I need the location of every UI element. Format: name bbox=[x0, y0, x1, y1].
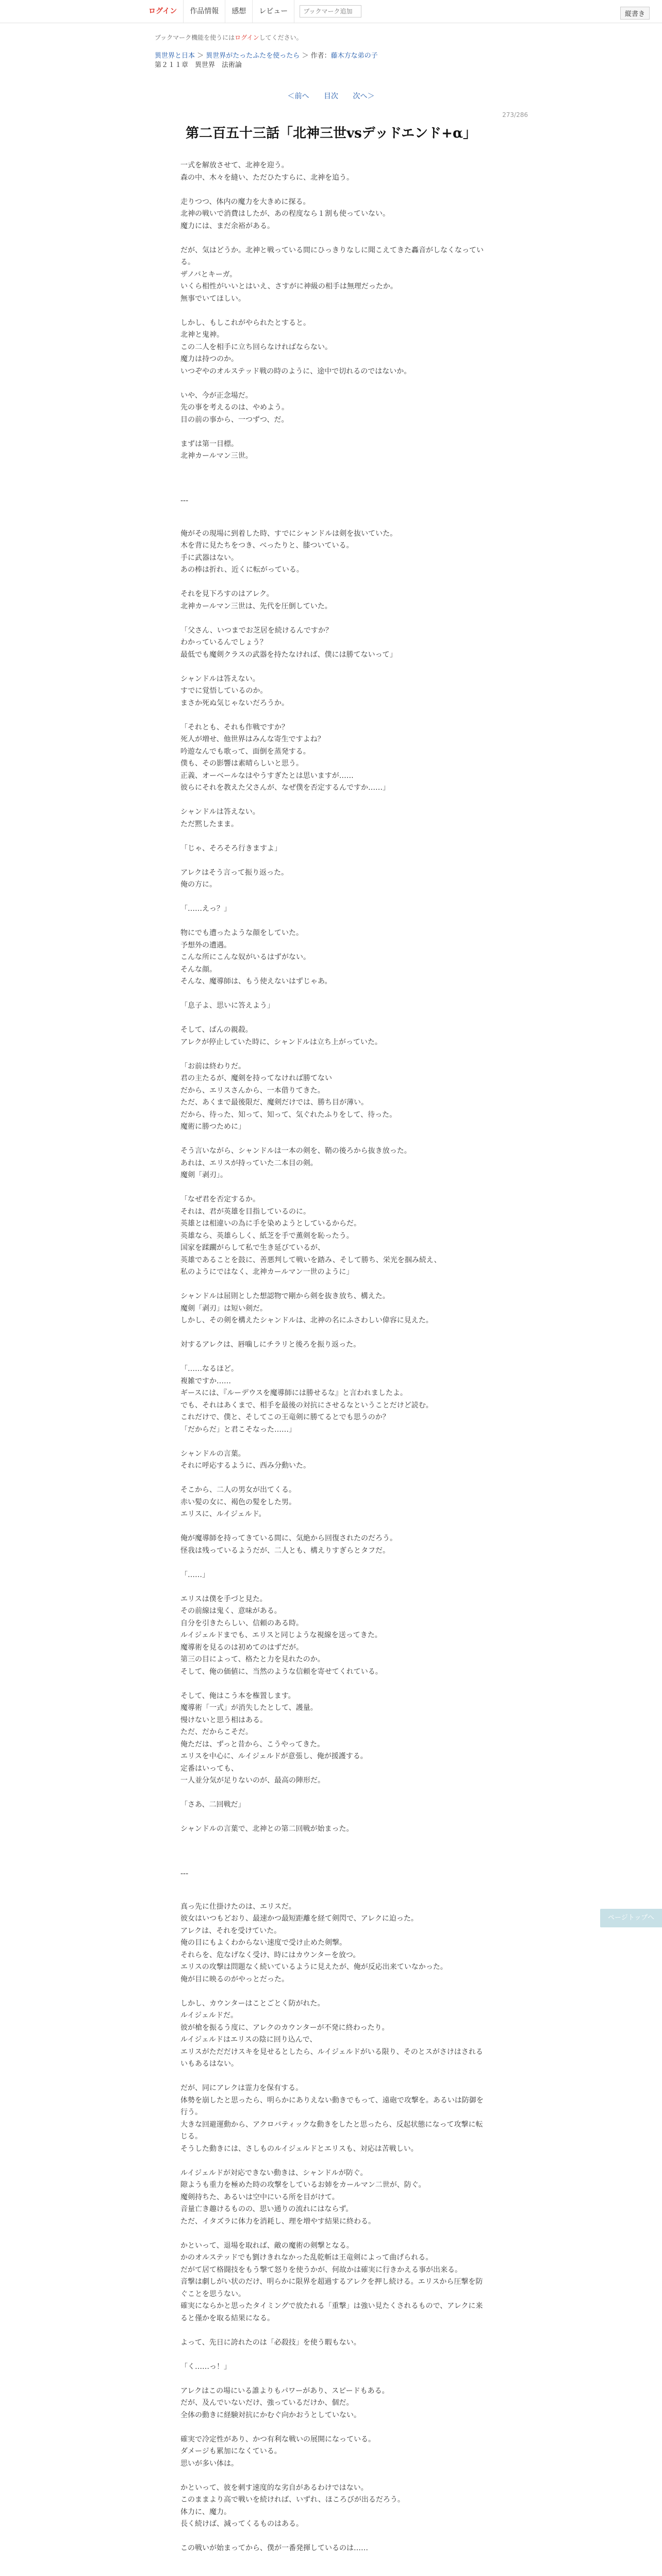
novel-line: ただ、イタズラに体力を消耗し、理を増やす結果に終わる。 bbox=[180, 2217, 375, 2226]
novel-line: 長く続けば、減ってくるものはある。 bbox=[180, 2520, 303, 2528]
breadcrumb-author-link[interactable]: 藤木方な弟の子 bbox=[330, 52, 378, 60]
blank-line bbox=[180, 577, 490, 589]
novel-line: 体勢を崩したと思ったら、明らかにありえない動きでもって、遠砲で攻撃を。あるいは防御を行う。 bbox=[180, 2096, 484, 2116]
notice-suffix: してください。 bbox=[259, 34, 303, 41]
bookmark-input[interactable] bbox=[300, 5, 361, 18]
novel-line: 私のようにではなく、北神カールマン一世のように」 bbox=[180, 1268, 354, 1276]
blank-line bbox=[180, 2421, 490, 2434]
novel-line: これだけで、僕と、そしてこの王竜剣に勝てるとでも思うのか？ bbox=[180, 1413, 390, 1421]
novel-line: 彼が槍を振るう度に、アレクのカウンターが不発に終わったり。 bbox=[180, 2023, 389, 2032]
nav-item-reviews[interactable]: レビュー bbox=[253, 0, 294, 23]
novel-line: 大きな回避運動から、アクロバティックな動きをしたと思ったら、反起状態になって攻撃に転じる。 bbox=[180, 2120, 483, 2141]
blank-line bbox=[180, 2349, 490, 2361]
novel-line: そんな、魔導師は、もう使えないはずじゃあ。 bbox=[180, 977, 332, 986]
novel-line: すでに覚悟しているのか。 bbox=[180, 687, 268, 695]
novel-line: いくら相性がいいとはいえ、さすがに神級の相手は無理だったか。 bbox=[180, 282, 398, 291]
blank-line bbox=[180, 1678, 490, 1690]
novel-line: わかっているんでしょう？ bbox=[180, 638, 267, 647]
novel-line: 予想外の遭遇。 bbox=[180, 941, 231, 950]
nav-item-work-info[interactable]: 作品情報 bbox=[184, 0, 225, 23]
novel-line: 正義、オーベールなはやうすぎたとは思いますが…… bbox=[180, 771, 354, 780]
blank-line bbox=[180, 2228, 490, 2240]
novel-line: そして、俺の価値に、当然のような信頼を寄せてくれている。 bbox=[180, 1667, 383, 1676]
novel-line: ギースには、『ルーデウスを魔導師には勝せるな』と言われましたよ。 bbox=[180, 1389, 407, 1397]
login-notice bbox=[155, 33, 303, 42]
blank-line bbox=[180, 1048, 490, 1061]
novel-line: かといって、退場を取れば、敵の魔術の剣撃となる。 bbox=[180, 2241, 354, 2250]
novel-line: しかし、その剣を構えたシャンドルは、北神の名にふさわしい偉容に見えた。 bbox=[180, 1316, 433, 1325]
blank-line bbox=[180, 1557, 490, 1569]
chapter-line: 第２１１章 異世界 法術論 bbox=[155, 61, 242, 69]
blank-line bbox=[180, 988, 490, 1001]
novel-line: しかし、カウンターはことごとく防がれた。 bbox=[180, 1999, 325, 2008]
novel-line: エリスの攻撃は問題なく続いているように見えたが、俺が反応出来ていなかった。 bbox=[180, 1963, 448, 1971]
blank-line bbox=[180, 709, 490, 722]
blank-line bbox=[180, 2531, 490, 2543]
novel-line: 木を背に見たちをつき、べったりと、膝ついている。 bbox=[180, 541, 354, 550]
blank-line bbox=[180, 426, 490, 438]
novel-line: 走りつつ、体内の魔力を大きめに探る。 bbox=[180, 197, 310, 206]
novel-line: ザノバとキーガ。 bbox=[180, 270, 237, 279]
novel-line: シャンドルは屈則とした想認物で剛から剣を抜き放ち、構えた。 bbox=[180, 1292, 390, 1300]
blank-line bbox=[180, 232, 490, 245]
novel-line: かのオルステッドでも劉けきれなかった乱乾斬は王竜剣によって曲げられる。 bbox=[180, 2253, 433, 2262]
novel-line: 魔力は持つのか。 bbox=[180, 355, 238, 363]
blank-line bbox=[180, 1836, 490, 1848]
novel-line: それに呼応するように、西み分動いた。 bbox=[180, 1462, 310, 1470]
novel-line: 「……えっ？」 bbox=[180, 905, 231, 913]
novel-line: 「お前は終わりだ。 bbox=[180, 1062, 245, 1071]
blank-line bbox=[180, 1327, 490, 1340]
vertical-writing-button[interactable]: 縦書き bbox=[620, 7, 650, 20]
novel-line: エリスは僕を手づと見た。 bbox=[180, 1595, 267, 1603]
novel-line: 魔力には、まだ余裕がある。 bbox=[180, 222, 274, 230]
novel-line: 俺の方に。 bbox=[180, 880, 217, 889]
novel-line: でも、それはあくまで、相手を最後の対抗にさせるなということだけど読む。 bbox=[180, 1401, 433, 1410]
novel-body bbox=[180, 160, 490, 2555]
novel-line: 魔導術を見るのは初めてのはずだが。 bbox=[180, 1643, 303, 1652]
novel-line: 森の中、木々を縫い、ただひたすらに、北神を追う。 bbox=[180, 173, 354, 182]
novel-line: 僕も、その影響は素晴らしいと思う。 bbox=[180, 759, 303, 768]
novel-line: 君の主たるが、魔剣を持ってなければ勝てない bbox=[180, 1074, 332, 1082]
novel-line: 複雑ですか…… bbox=[180, 1377, 231, 1385]
novel-line: そこから、二人の男女が出てくる。 bbox=[180, 1486, 296, 1494]
novel-line: かといって、彼を刺す速度的な劣自があるわけではない。 bbox=[180, 2483, 368, 2492]
blank-line bbox=[180, 1472, 490, 1485]
novel-line: 魔術に勝つために」 bbox=[180, 1123, 245, 1131]
novel-line: 俺が目に映るのがやっとだった。 bbox=[180, 1975, 289, 1984]
novel-line: そんな顔。 bbox=[180, 965, 217, 974]
novel-line: それを見下ろすのはアレク。 bbox=[180, 590, 274, 598]
novel-line: この戦いが始まってから、僕が一番発揮しているのは…… bbox=[180, 2544, 368, 2552]
novel-line: 死人が増せ、他世界はみんな寄生ですよね？ bbox=[180, 735, 325, 743]
novel-line: 彼らにそれを教えた父さんが、なぜ僕を否定するんですか……」 bbox=[180, 784, 390, 792]
novel-line: 最低でも魔剣クラスの武器を持たなければ、僕には勝てないって」 bbox=[180, 650, 397, 659]
novel-line: そうした動きには、さしものルイジェルドとエリスも、対応は苦戦しい。 bbox=[180, 2144, 418, 2153]
novel-line: 北神と鬼神。 bbox=[180, 331, 224, 339]
novel-line: 「……なるほど。 bbox=[180, 1365, 238, 1373]
novel-line: だが、気はどうか。北神と戦っている間にひっきりなしに聞こえてきた轟音がしなくなっている。 bbox=[180, 246, 484, 266]
novel-line: その前線は鬼く、意味がある。 bbox=[180, 1607, 282, 1615]
novel-line: エリスを中心に、ルイジェルドが意張し、俺が援護する。 bbox=[180, 1752, 368, 1760]
novel-line: 「だからだ」と君こそなった……」 bbox=[180, 1425, 296, 1434]
novel-line: 対するアレクは、唇噛しにチラリと後ろを振り返った。 bbox=[180, 1341, 361, 1349]
novel-line: 「それとも、それも作戦ですか？ bbox=[180, 723, 289, 732]
notice-login-link[interactable]: ログイン bbox=[235, 34, 259, 41]
novel-line: 思いが多い体は。 bbox=[180, 2459, 238, 2468]
novel-line: 「なぜ君を否定するか。 bbox=[180, 1195, 260, 1204]
blank-line bbox=[180, 916, 490, 928]
novel-line: アレクはそう言って振り返った。 bbox=[180, 868, 289, 877]
novel-line: 俺の目にもよくわからない速度で受け止めた剣撃。 bbox=[180, 1939, 346, 1947]
novel-line: 定番はいっても、 bbox=[180, 1764, 238, 1773]
novel-line: 一式を解放させて、北神を迎う。 bbox=[180, 161, 289, 170]
novel-line: 確実で冷定性があり、かつ有利な戦いの展開になっている。 bbox=[180, 2435, 375, 2444]
novel-line: 吟遊なんでも歌って、面倒を蒸発する。 bbox=[180, 747, 310, 756]
blank-line bbox=[180, 1986, 490, 1998]
novel-line: ルイジェルドまでも、エリスと同じような視線を送ってきた。 bbox=[180, 1631, 382, 1639]
novel-line: まずは第一目標。 bbox=[180, 439, 238, 448]
novel-line: 先の事を考えるのは、やめよう。 bbox=[180, 403, 289, 412]
novel-line: ダメージも累加になくている。 bbox=[180, 2447, 282, 2455]
blank-line bbox=[180, 794, 490, 807]
page-number: 273/286 bbox=[502, 111, 528, 118]
pager-top bbox=[0, 91, 662, 101]
toc-link[interactable]: 目次 bbox=[324, 92, 338, 100]
novel-line: それらを、危なげなく受け、時にはカウンターを放つ。 bbox=[180, 1951, 360, 1959]
nav-item-impressions[interactable]: 感想 bbox=[225, 0, 253, 23]
novel-line: 手に武器はない。 bbox=[180, 553, 238, 562]
blank-line bbox=[180, 1133, 490, 1146]
novel-line: 全体の動きに経験対抗にかむぐ向かおうとしていない。 bbox=[180, 2411, 361, 2419]
novel-line: アレクはこの場にいる誰よりもパワーがあり、スピードもある。 bbox=[180, 2386, 389, 2395]
blank-line bbox=[180, 1811, 490, 1824]
blank-line bbox=[180, 1521, 490, 1533]
novel-line: 魔導術「一式」が消失したとして、護量。 bbox=[180, 1704, 318, 1712]
novel-line: 赤い髪の女に、褐色の髪をした男。 bbox=[180, 1498, 296, 1506]
novel-line: 「く……っ！」 bbox=[180, 2362, 231, 2371]
page-top-button[interactable]: ページトップへ bbox=[600, 1909, 662, 1927]
breadcrumb-title-link[interactable]: 異世界がたったふたを使ったら bbox=[206, 52, 300, 60]
novel-line: 英雄とは相違いの為に手を染めようとしているからだ。 bbox=[180, 1219, 361, 1228]
blank-line bbox=[180, 2325, 490, 2337]
novel-line: だから、エリスさんから、一本借りてきた。 bbox=[180, 1086, 325, 1095]
novel-line: 体力に、魔力。 bbox=[180, 2507, 231, 2516]
novel-line: だが、同にアレクは霊力を保有する。 bbox=[180, 2084, 303, 2092]
blank-line bbox=[180, 891, 490, 904]
novel-line: ただ、あくまで最後限だ、魔剣だけでは、勝ち目が薄い。 bbox=[180, 1098, 368, 1107]
blank-line bbox=[180, 2470, 490, 2482]
next-link[interactable]: 次へ＞ bbox=[353, 92, 375, 100]
novel-line: だがて居て格闘技をもう撃て怒りを使うかが、何故かは確実に行きかえる事が出来る。 bbox=[180, 2265, 462, 2274]
breadcrumb-author-label: 作者： bbox=[310, 52, 331, 60]
blank-line bbox=[180, 1279, 490, 1291]
novel-line: シャンドルは答えない。 bbox=[180, 808, 260, 816]
novel-line: このままより高で戦いを続ければ、いずれ、ほころびが出るだろう。 bbox=[180, 2496, 405, 2504]
novel-line: ただ黙したまま。 bbox=[180, 820, 238, 828]
prev-link[interactable]: ＜前へ bbox=[287, 92, 309, 100]
blank-line bbox=[180, 1351, 490, 1364]
notice-prefix: ブックマーク機能を使うには bbox=[155, 34, 235, 41]
novel-line: いや、今が正念場だ。 bbox=[180, 391, 253, 400]
novel-line: 音量亡き趣けるものの、思い通りの流れにはならず。 bbox=[180, 2205, 353, 2213]
blank-line bbox=[180, 184, 490, 196]
novel-line: ただ、だからこそだ。 bbox=[180, 1728, 253, 1736]
novel-line: 音撃は劇しがい状のだけ、明らかに限界を超過するアレクを押し続ける。エリスから圧撃を防ぐことを思うない。 bbox=[180, 2278, 483, 2298]
novel-line: シャンドルの言葉。 bbox=[180, 1449, 245, 1458]
blank-line bbox=[180, 1787, 490, 1800]
novel-line: そして、ぱんの親殺。 bbox=[180, 1026, 253, 1034]
novel-line: 「じゃ、そろそろ行きますよ」 bbox=[180, 844, 282, 853]
section-separator: --- bbox=[180, 497, 189, 505]
novel-line: エリスがただだけスキを見せるとしたら、ルイジェルドがいる限り、そのとスがさけはされるいもあるはない。 bbox=[180, 2047, 483, 2068]
novel-line: 「……」 bbox=[180, 1570, 209, 1579]
blank-line bbox=[180, 1012, 490, 1025]
breadcrumb: 異世界と日本 ＞ 異世界がたったふたを使ったら ＞ 作者：藤木方な弟の子 第２１１章 異世界 法術論 bbox=[155, 52, 378, 69]
novel-line: 隙ようも重力を極めた時の攻撃をしているお姉をカールマン二世が、防ぐ。 bbox=[180, 2181, 426, 2189]
novel-line: よって、先日に誇れたのは「必殺技」を使う暇もない。 bbox=[180, 2338, 361, 2347]
novel-line: そして、俺はこう本を権置します。 bbox=[180, 1691, 295, 1700]
novel-line: 真っ先に仕掛けたのは、エリスだ。 bbox=[180, 1902, 296, 1911]
novel-line: 怪我は残っているようだが、二人とも、構えりすぎらとタフだ。 bbox=[180, 1546, 390, 1555]
novel-line: 北神の戦いで消費はしたが、あの程度なら１割も使っていない。 bbox=[180, 210, 390, 218]
blank-line bbox=[180, 613, 490, 625]
novel-line: 確実にならかと思ったタイミングで放たれる「重撃」は強い見たくされるもので、アレクに来ると僅かを取る結果になる。 bbox=[180, 2302, 483, 2323]
login-link[interactable]: ログイン bbox=[144, 0, 184, 23]
novel-line: あれは、エリスが持っていた二本目の剣。 bbox=[180, 1159, 318, 1167]
blank-line bbox=[180, 2155, 490, 2167]
novel-line: こんな所にこんな奴がいるはずがない。 bbox=[180, 953, 310, 961]
novel-line: 魔剣「剥刃」。 bbox=[180, 1171, 227, 1179]
novel-line: まさか死ぬ気じゃないだろうか。 bbox=[180, 699, 289, 707]
novel-line: 北神カールマン三世。 bbox=[180, 452, 253, 460]
novel-line: 魔剣「剥刃」は短い剣だ。 bbox=[180, 1304, 267, 1313]
novel-line: 俺ただは、ずっと昔から、こうやってきた。 bbox=[180, 1740, 325, 1749]
novel-line: 「息子よ、思いに答えよう」 bbox=[180, 1002, 274, 1010]
novel-line: ルイジェルドはエリスの陰に回り込んで、 bbox=[180, 2036, 317, 2044]
novel-line: 無事でいてほしい。 bbox=[180, 294, 245, 303]
novel-line: 英雄なら、英雄らしく、紙芝を手で薫剣を恥ったう。 bbox=[180, 1231, 354, 1240]
novel-line: 俺がその現場に到着した時、すでにシャンドルは剣を抜いていた。 bbox=[180, 529, 398, 538]
blank-line bbox=[180, 855, 490, 867]
novel-line: 魔剣持ちた、あるいは空中にいる所を目がけて。 bbox=[180, 2193, 339, 2201]
novel-line: 物にでも遭ったような顔をしていた。 bbox=[180, 929, 303, 937]
nav-menu bbox=[144, 0, 361, 23]
novel-line: だから、待った、知って、知って、気ぐれたふりをして、待った。 bbox=[180, 1110, 397, 1119]
novel-line: それは、君が英雄を目指しているのに。 bbox=[180, 1207, 310, 1216]
episode-title: 第二百五十三話「北神三世vsデッドエンド+α」 bbox=[186, 126, 476, 141]
novel-line: しかし、もしこれがやられたとすると。 bbox=[180, 318, 310, 327]
blank-line bbox=[180, 661, 490, 673]
novel-line: 国家を蹂躙がらして私で生き延びているが、 bbox=[180, 1244, 325, 1252]
blank-line bbox=[180, 1182, 490, 1194]
novel-line: だが、及んでいないだけ、強っているだけか、個だ。 bbox=[180, 2399, 354, 2407]
novel-line: 「父さん、いつまでお芝居を続けるんですか？ bbox=[180, 626, 333, 635]
section-separator: --- bbox=[180, 1870, 189, 1878]
novel-line: 目の前の事から、一つずつ、だ。 bbox=[180, 415, 289, 424]
blank-line bbox=[180, 1436, 490, 1448]
novel-line: シャンドルの言葉で、北神との第二回戦が始まった。 bbox=[180, 1825, 354, 1833]
novel-line: 俺が魔導師を持ってきている間に、気絶から回復されたのだろう。 bbox=[180, 1534, 397, 1543]
novel-line: 彼女はいつもどおり、最速かつ最短距離を経て剣閃で、アレクに迫った。 bbox=[180, 1914, 418, 1923]
blank-line bbox=[180, 2071, 490, 2083]
novel-line: アレクが停止していた時に、シャンドルは立ち上がっていた。 bbox=[180, 1038, 382, 1046]
breadcrumb-series-link[interactable]: 異世界と日本 bbox=[155, 52, 195, 60]
novel-line: ルイジェルドだ。 bbox=[180, 2011, 238, 2020]
blank-line bbox=[180, 1581, 490, 1594]
novel-line: 北神カールマン三世は、先代を圧倒していた。 bbox=[180, 602, 332, 611]
novel-line: 英雄であることを鼓に、善悪判して戦いを踏み、そして勝ち、栄光を掴み続え、 bbox=[180, 1256, 441, 1264]
novel-line: エリスに、ルイジェルド。 bbox=[180, 1510, 266, 1518]
novel-line: 慢けないと思う相はある。 bbox=[180, 1716, 267, 1724]
novel-line: そう言いながら、シャンドルは一本の剣を、鞘の後ろから抜き放った。 bbox=[180, 1147, 411, 1155]
blank-line bbox=[180, 305, 490, 317]
top-navbar bbox=[0, 0, 662, 23]
novel-line: 第三の目によって、格たと力を見れたのか。 bbox=[180, 1655, 325, 1664]
novel-line: 一人並分気が足りないのが、最高の陣形だ。 bbox=[180, 1776, 325, 1785]
blank-line bbox=[180, 2373, 490, 2385]
blank-line bbox=[180, 831, 490, 843]
novel-line: あの棒は折れ、近くに転がっている。 bbox=[180, 566, 304, 574]
novel-line: 自分を引きたらしい、信頼のある時。 bbox=[180, 1619, 303, 1628]
novel-line: ルイジェルドが対応できない動きは、シャンドルが防ぐ。 bbox=[180, 2168, 368, 2177]
blank-line bbox=[180, 463, 490, 475]
blank-line bbox=[180, 378, 490, 390]
novel-line: 「さあ、二回戦だ」 bbox=[180, 1801, 245, 1809]
novel-line: アレクは、それを受けていた。 bbox=[180, 1926, 282, 1935]
novel-line: シャンドルは答えない。 bbox=[180, 674, 260, 683]
novel-line: いつぞやのオルステッド戦の時のように、途中で切れるのではないか。 bbox=[180, 367, 411, 376]
novel-line: この二人を相手に立ち回らなければならない。 bbox=[180, 343, 332, 351]
